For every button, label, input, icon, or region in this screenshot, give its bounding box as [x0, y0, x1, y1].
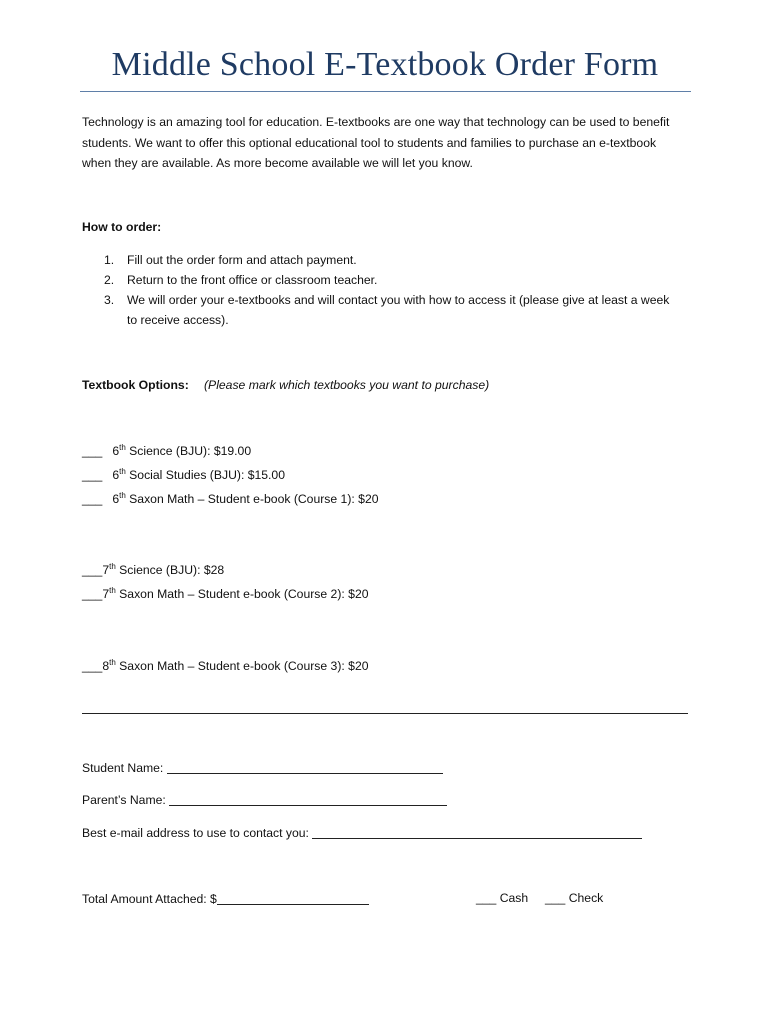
parent-name-field[interactable] — [169, 792, 447, 806]
total-amount-field[interactable] — [217, 891, 369, 905]
textbook-options-note: (Please mark which textbooks you want to purchase) — [204, 378, 490, 392]
grade-number: 6 — [112, 492, 120, 506]
parent-name-row — [82, 792, 447, 807]
checkmark-blank[interactable]: ___ — [82, 444, 103, 458]
intro-paragraph: Technology is an amazing tool for education. E-textbooks are one way that technology can be used to benefit students. We want to offer this optional educational tool to students and families to purchase an e-textbook when they are available. As more become available we will let you know. — [82, 115, 670, 170]
step-text: Fill out the order form and attach payment. — [127, 253, 357, 267]
step-text: Return to the front office or classroom teacher. — [127, 273, 378, 287]
checkmark-blank[interactable]: ___ — [82, 659, 103, 673]
checkmark-blank[interactable]: ___ — [82, 468, 103, 482]
page-title: Middle School E-Textbook Order Form — [111, 46, 659, 83]
email-row — [82, 825, 642, 840]
cash-blank[interactable]: ___ — [476, 891, 497, 905]
cash-option[interactable] — [476, 891, 528, 905]
step-text: We will order your e-textbooks and will contact you with how to access it (please give at least a week to receive access). — [127, 293, 670, 327]
order-step — [82, 250, 682, 270]
grade-number: 7 — [102, 563, 110, 577]
option-text: Saxon Math – Student e-book (Course 3): $20 — [115, 659, 369, 673]
step-number: 2. — [104, 273, 115, 287]
student-name-row — [82, 760, 443, 775]
check-label: Check — [565, 891, 604, 905]
grade-number: 6 — [112, 468, 120, 482]
checkmark-blank[interactable]: ___ — [82, 492, 103, 506]
step-number: 3. — [104, 293, 115, 307]
student-name-field[interactable] — [167, 760, 443, 774]
email-field[interactable] — [312, 825, 642, 839]
step-number: 1. — [104, 253, 115, 267]
option-7th-science[interactable] — [82, 563, 224, 577]
email-label: Best e-mail address to use to contact you: — [82, 826, 313, 840]
how-to-order-heading: How to order: — [82, 220, 162, 234]
option-text: Science (BJU): $19.00 — [125, 444, 252, 458]
option-text: Saxon Math – Student e-book (Course 1): $20 — [125, 492, 379, 506]
grade-suffix: th — [119, 491, 126, 500]
check-option[interactable] — [545, 891, 603, 905]
checkmark-blank[interactable]: ___ — [82, 587, 103, 601]
grade-number: 6 — [112, 444, 120, 458]
option-text: Science (BJU): $28 — [115, 563, 225, 577]
order-step — [82, 270, 682, 290]
option-8th-saxon-math[interactable] — [82, 659, 369, 673]
section-divider — [82, 713, 688, 714]
option-text: Social Studies (BJU): $15.00 — [125, 468, 285, 482]
grade-suffix: th — [119, 443, 126, 452]
parent-name-label: Parent’s Name: — [82, 793, 170, 807]
student-name-label: Student Name: — [82, 761, 167, 775]
grade-suffix: th — [109, 658, 116, 667]
total-amount-label: Total Amount Attached: $ — [82, 892, 217, 906]
option-7th-saxon-math[interactable] — [82, 587, 369, 601]
checkmark-blank[interactable]: ___ — [82, 563, 103, 577]
order-step — [82, 290, 682, 330]
grade-suffix: th — [119, 467, 126, 476]
check-blank[interactable]: ___ — [545, 891, 566, 905]
textbook-options-heading: Textbook Options: — [82, 378, 189, 392]
option-6th-social-studies[interactable] — [82, 468, 285, 482]
option-6th-saxon-math[interactable] — [82, 492, 379, 506]
option-text: Saxon Math – Student e-book (Course 2): $20 — [115, 587, 369, 601]
grade-number: 7 — [102, 587, 110, 601]
grade-suffix: th — [109, 562, 116, 571]
grade-number: 8 — [102, 659, 110, 673]
total-amount-row — [82, 891, 369, 906]
order-steps-list — [82, 250, 682, 330]
title-underline — [80, 91, 691, 92]
grade-suffix: th — [109, 586, 116, 595]
option-6th-science[interactable] — [82, 444, 251, 458]
cash-label: Cash — [496, 891, 529, 905]
